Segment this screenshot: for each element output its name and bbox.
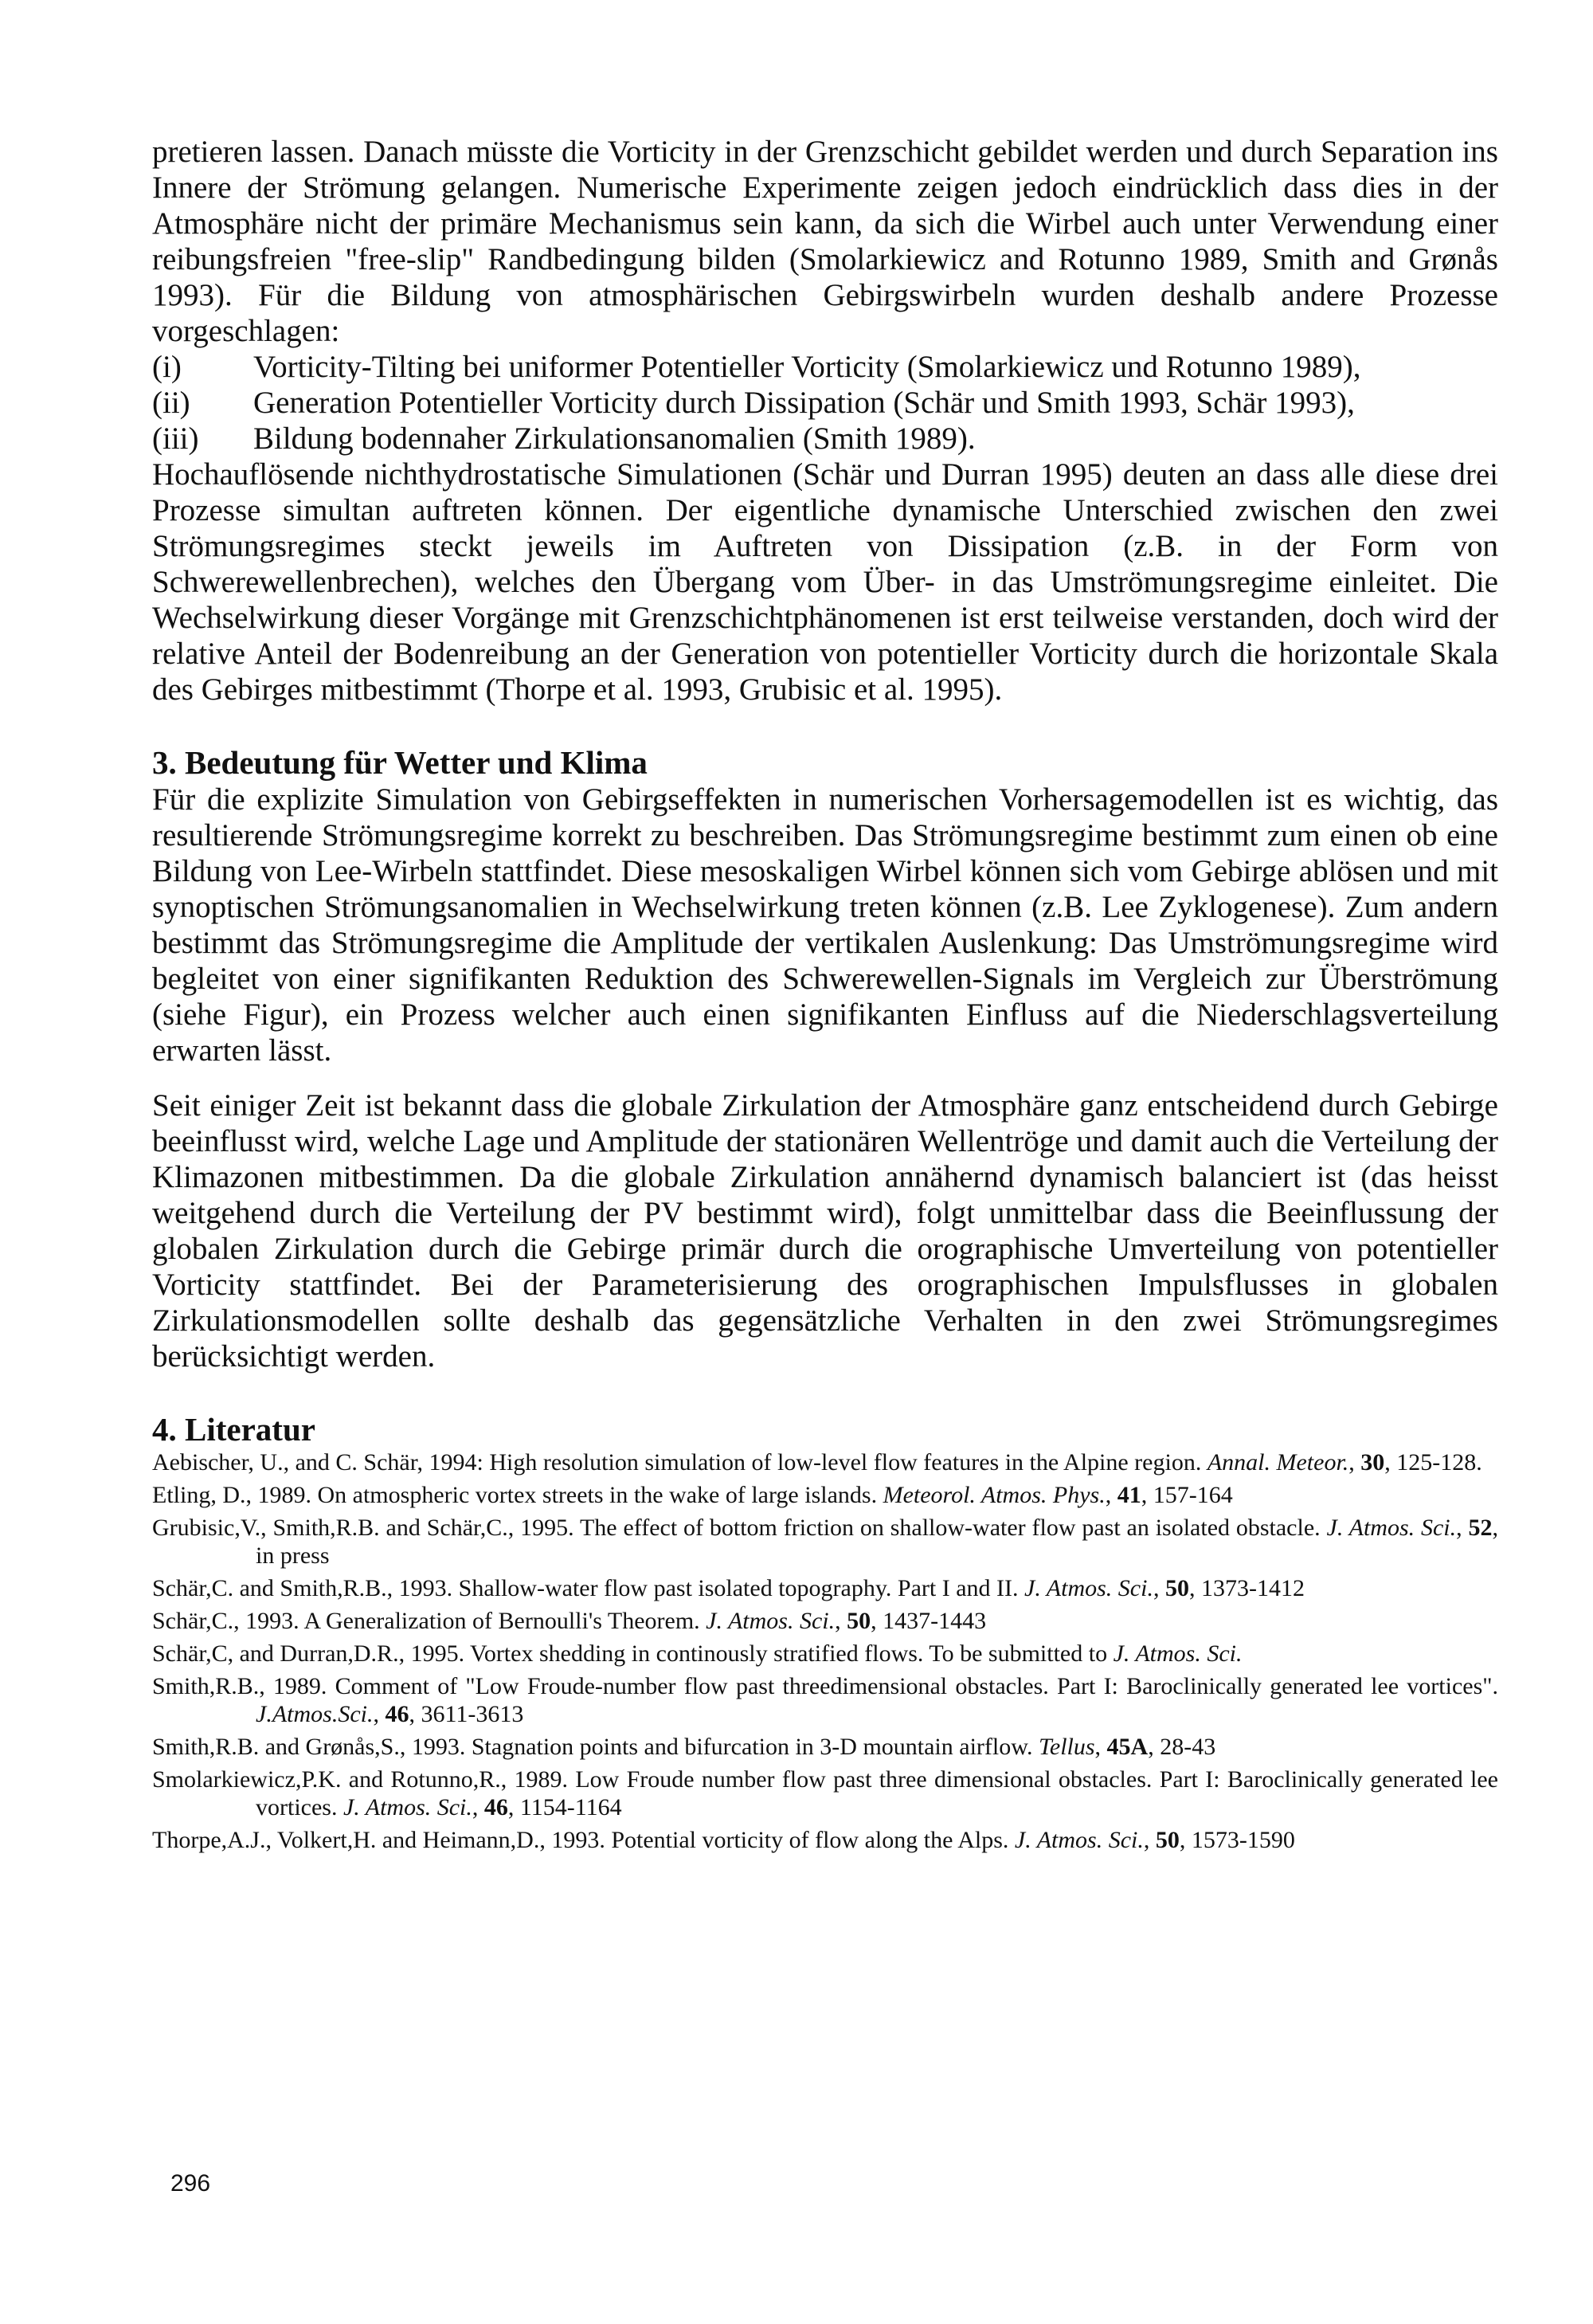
reference-journal: J. Atmos. Sci. [1024,1575,1153,1601]
reference-authors: Aebischer, U., and C. Schär, 1994: High resolution simulation of low-level flow features in the Alpine region. [152,1449,1207,1476]
reference-item [152,1672,1498,1728]
list-text: Bildung bodennaher Zirkulationsanomalien (Smith 1989). [253,421,976,456]
reference-sep: , [373,1701,386,1727]
reference-item [152,1826,1498,1854]
list-text: Generation Potentieller Vorticity durch Dissipation (Schär und Smith 1993, Schär 1993), [253,386,1355,420]
reference-authors: Schär,C. and Smith,R.B., 1993. Shallow-water flow past isolated topography. Part I and II. [152,1575,1025,1601]
reference-authors: Thorpe,A.J., Volkert,H. and Heimann,D., 1993. Potential vorticity of flow along the Alps. [152,1827,1015,1853]
reference-pages: , in press [256,1515,1498,1569]
reference-pages: , 1373-1412 [1188,1575,1305,1601]
intro-paragraph: pretieren lassen. Danach müsste die Vorticity in der Grenzschicht gebildet werden und durch Separation ins Innere der Strömung gelangen. Numerische Experimente zeigen jedoch eindrücklich dass dies in der Atmosphäre nicht der primäre Mechanismus sein kann, da sich die Wirbel auch unter Verwendung einer reibungsfreien "free-slip" Randbedingung bilden (Smolarkiewicz and Rotunno 1989, Smith and Grønås 1993). Für die Bildung von atmosphärischen Gebirgswirbeln wurden deshalb andere Prozesse vorgeschlagen: [152,135,1498,348]
reference-journal: J. Atmos. Sci. [1113,1640,1243,1667]
reference-journal: Annal. Meteor. [1207,1449,1349,1476]
paragraph-after-list: Hochauflösende nichthydrostatische Simulationen (Schär und Durran 1995) deuten an dass alle diese drei Prozesse simultan auftreten können. Der eigentliche dynamische Unterschied zwischen den zwei Strömungsregimes steckt jeweils im Auftreten von Dissipation (z.B. in der Form von Schwerewellenbrechen), welches den Übergang vom Über- in das Umströmungsregime einleitet. Die Wechselwirkung dieser Vorgänge mit Grenzschichtphänomenen ist erst teilweise verstanden, doch wird der relative Anteil der Bodenreibung an der Generation von potentieller Vorticity durch die horizontale Skala des Gebirges mitbestimmt (Thorpe et al. 1993, Grubisic et al. 1995). [152,457,1498,707]
reference-volume: 52 [1468,1515,1493,1541]
reference-sep: , [835,1608,847,1634]
reference-sep: , [472,1794,484,1820]
reference-sep: , [1094,1734,1107,1760]
reference-sep: , [1153,1575,1165,1601]
process-list [152,349,1498,457]
reference-list [152,1448,1498,1854]
reference-authors: Smith,R.B. and Grønås,S., 1993. Stagnation points and bifurcation in 3-D mountain airflow. [152,1734,1039,1760]
reference-sep: , [1348,1449,1361,1476]
reference-volume: 41 [1117,1482,1141,1508]
reference-journal: J. Atmos. Sci. [1326,1515,1457,1541]
page-number: 296 [170,2170,211,2197]
reference-volume: 50 [847,1608,871,1634]
reference-pages: , 1437-1443 [871,1608,987,1634]
reference-pages: , 157-164 [1141,1482,1233,1508]
list-item [152,349,1498,385]
list-marker: (iii) [152,421,199,456]
reference-authors: Etling, D., 1989. On atmospheric vortex streets in the wake of large islands. [152,1482,883,1508]
reference-journal: Tellus [1038,1734,1095,1760]
reference-pages: , 125-128. [1384,1449,1482,1476]
reference-authors: Grubisic,V., Smith,R.B. and Schär,C., 1995. The effect of bottom friction on shallow-water flow past an isolated obstacle. [152,1515,1327,1541]
reference-volume: 50 [1164,1575,1189,1601]
reference-journal: J. Atmos. Sci. [706,1608,836,1634]
reference-journal: J.Atmos.Sci. [256,1701,374,1727]
reference-pages: , 1154-1164 [507,1794,622,1820]
reference-authors: Schär,C., 1993. A Generalization of Bernoulli's Theorem. [152,1608,706,1634]
reference-pages: , 1573-1590 [1179,1827,1295,1853]
reference-sep: , [1143,1827,1156,1853]
reference-sep: , [1456,1515,1469,1541]
reference-item [152,1733,1498,1761]
list-item [152,385,1498,421]
list-marker: (i) [152,350,182,384]
reference-volume: 46 [385,1701,409,1727]
reference-journal: J. Atmos. Sci. [342,1794,472,1820]
reference-volume: 50 [1155,1827,1180,1853]
page-content [152,134,1498,1859]
reference-pages: , 28-43 [1148,1734,1216,1760]
reference-authors: Schär,C, and Durran,D.R., 1995. Vortex shedding in continously stratified flows. To be submitted to [152,1640,1114,1667]
reference-item [152,1574,1498,1602]
reference-authors: Smith,R.B., 1989. Comment of "Low Froude-number flow past threedimensional obstacles. Part I: Baroclinically generated lee vortices". [152,1673,1498,1699]
reference-item [152,1514,1498,1570]
reference-item [152,1481,1498,1509]
list-marker: (ii) [152,386,190,420]
reference-item [152,1766,1498,1821]
reference-item [152,1448,1498,1476]
section-3-heading: 3. Bedeutung für Wetter und Klima [152,744,648,781]
reference-item [152,1640,1498,1668]
list-item [152,421,1498,457]
reference-volume: 46 [483,1794,508,1820]
reference-item [152,1607,1498,1635]
reference-journal: Meteorol. Atmos. Phys. [883,1482,1106,1508]
reference-pages: , 3611-3613 [409,1701,524,1727]
reference-authors: Smolarkiewicz,P.K. and Rotunno,R., 1989. Low Froude number flow past three dimensional obstacles. Part I: Baroclinically generated lee vortices. [152,1766,1498,1820]
reference-sep: , [1105,1482,1117,1508]
section-3-paragraph-2: Seit einiger Zeit ist bekannt dass die globale Zirkulation der Atmosphäre ganz entscheidend durch Gebirge beeinflusst wird, welche Lage und Amplitude der stationären Wellentröge und damit auch die Verteilung der Klimazonen mitbestimmen. Da die globale Zirkulation annähernd dynamisch balanciert ist (das heisst weitgehend durch die Verteilung der PV bestimmt wird), folgt unmittelbar dass die Beeinflussung der globalen Zirkulation durch die Gebirge primär durch die orographische Umverteilung von potentieller Vorticity stattfindet. Bei der Parameterisierung des orographischen Impulsflusses in globalen Zirkulationsmodellen sollte deshalb das gegensätzliche Verhalten in den zwei Strömungsregimes berücksichtigt werden. [152,1088,1498,1374]
reference-volume: 30 [1360,1449,1385,1476]
section-3-paragraph-1: Für die explizite Simulation von Gebirgseffekten in numerischen Vorhersagemodellen ist es wichtig, das resultierende Strömungsregime korrekt zu beschreiben. Das Strömungsregime bestimmt zum einen ob eine Bildung von Lee-Wirbeln stattfindet. Diese mesoskaligen Wirbel können sich vom Gebirge ablösen und mit synoptischen Strömungsanomalien in Wechselwirkung treten können (z.B. Lee Zyklogenese). Zum andern bestimmt das Strömungsregime die Amplitude der vertikalen Auslenkung: Das Umströmungsregime wird begleitet von einer signifikanten Reduktion des Schwerewellen-Signals im Vergleich zur Überströmung (siehe Figur), ein Prozess welcher auch einen signifikanten Einfluss auf die Niederschlagsverteilung erwarten lässt. [152,782,1498,1068]
reference-journal: J. Atmos. Sci. [1014,1827,1144,1853]
list-text: Vorticity-Tilting bei uniformer Potentieller Vorticity (Smolarkiewicz und Rotunno 1989), [253,350,1361,384]
reference-volume: 45A [1106,1734,1149,1760]
section-4-heading: 4. Literatur [152,1411,315,1448]
